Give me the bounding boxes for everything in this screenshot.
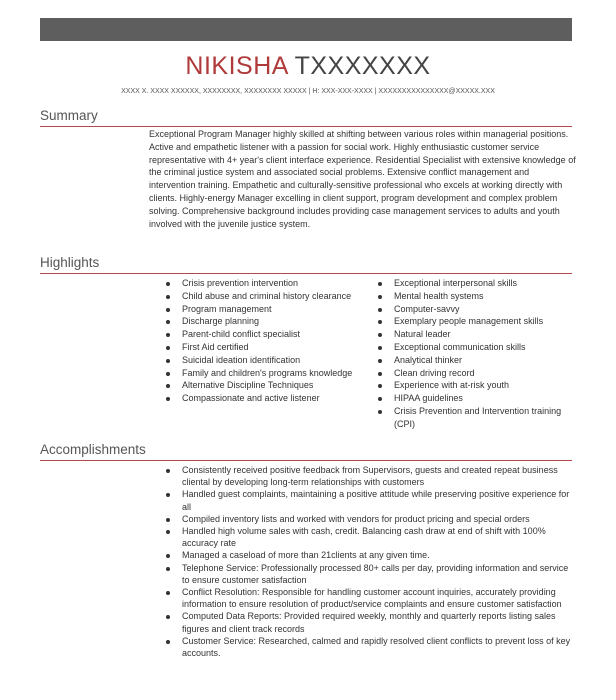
header-bar: [40, 18, 572, 41]
highlights-right-list: [377, 277, 577, 431]
highlight-item: Experience with at-risk youth: [377, 379, 577, 392]
highlight-item: Discharge planning: [165, 315, 355, 328]
highlight-item: Program management: [165, 303, 355, 316]
highlight-item: Natural leader: [377, 328, 577, 341]
summary-heading: Summary: [40, 108, 98, 123]
accomplishment-item: Conflict Resolution: Responsible for handling customer account inquiries, accurately providing information to ensure resolution of product/service complaints and ensure customer satisfaction: [165, 586, 577, 610]
highlight-item: Exceptional communication skills: [377, 341, 577, 354]
highlight-item: First Aid certified: [165, 341, 355, 354]
last-name: TXXXXXXX: [294, 52, 431, 80]
accomplishment-item: Managed a caseload of more than 21clients at any given time.: [165, 549, 577, 561]
highlight-item: Crisis Prevention and Intervention training (CPI): [377, 405, 577, 431]
highlight-item: Suicidal ideation identification: [165, 354, 355, 367]
highlight-item: Crisis prevention intervention: [165, 277, 355, 290]
accomplishments-heading: Accomplishments: [40, 442, 146, 457]
highlight-item: HIPAA guidelines: [377, 392, 577, 405]
summary-rule: [40, 126, 572, 127]
highlight-item: Clean driving record: [377, 367, 577, 380]
summary-text: Exceptional Program Manager highly skilled at shifting between various roles within managerial positions. Active and empathetic listener with a passion for social work. Highly enthusiastic customer service representative with 4+ year's client interface experience. Residential Specialist with extensive knowledge of the criminal justice system and associated social problems. Extensive conflict management and intervention training. Empathetic and culturally-sensitive professional who excels at working directly with clients. Highly-energy Manager excelling in client support, program development and complex problem solving. Comprehensive background includes providing case management services to adults and youth involved with the juvenile justice system.: [149, 129, 576, 229]
highlight-item: Family and children's programs knowledge: [165, 367, 355, 380]
accomplishments-rule: [40, 460, 572, 461]
highlight-item: Analytical thinker: [377, 354, 577, 367]
highlight-item: Compassionate and active listener: [165, 392, 355, 405]
highlight-item: Computer-savvy: [377, 303, 577, 316]
highlight-item: Alternative Discipline Techniques: [165, 379, 355, 392]
accomplishment-item: Computed Data Reports: Provided required weekly, monthly and quarterly reports listing sales figures and client track records: [165, 610, 577, 634]
highlights-heading: Highlights: [40, 255, 100, 270]
highlight-item: Exceptional interpersonal skills: [377, 277, 577, 290]
accomplishment-item: Consistently received positive feedback from Supervisors, guests and created repeat business cliental by developing long-term relationships with customers: [165, 464, 577, 488]
highlight-item: Child abuse and criminal history clearance: [165, 290, 355, 303]
accomplishments-list: [165, 464, 577, 659]
highlight-item: Parent-child conflict specialist: [165, 328, 355, 341]
candidate-name: [0, 52, 616, 81]
highlights-rule: [40, 273, 572, 274]
highlights-left-list: [165, 277, 355, 405]
accomplishment-item: Handled guest complaints, maintaining a positive attitude while preserving positive experience for all: [165, 488, 577, 512]
highlight-item: Mental health systems: [377, 290, 577, 303]
first-name: NIKISHA: [185, 52, 288, 80]
highlight-item: Exemplary people management skills: [377, 315, 577, 328]
accomplishment-item: Compiled inventory lists and worked with vendors for product pricing and special orders: [165, 513, 577, 525]
accomplishment-item: Customer Service: Researched, calmed and rapidly resolved client conflicts to prevent loss of key accounts.: [165, 635, 577, 659]
contact-line: XXXX X. XXXX XXXXXX, XXXXXXXX, XXXXXXXX XXXXX | H: XXX-XXX-XXXX | XXXXXXXXXXXXXXX@XXXXX.XXX: [121, 88, 495, 95]
accomplishment-item: Handled high volume sales with cash, credit. Balancing cash draw at end of shift with 100% accuracy rate: [165, 525, 577, 549]
accomplishment-item: Telephone Service: Professionally processed 80+ calls per day, providing information and service to ensure customer satisfaction: [165, 562, 577, 586]
